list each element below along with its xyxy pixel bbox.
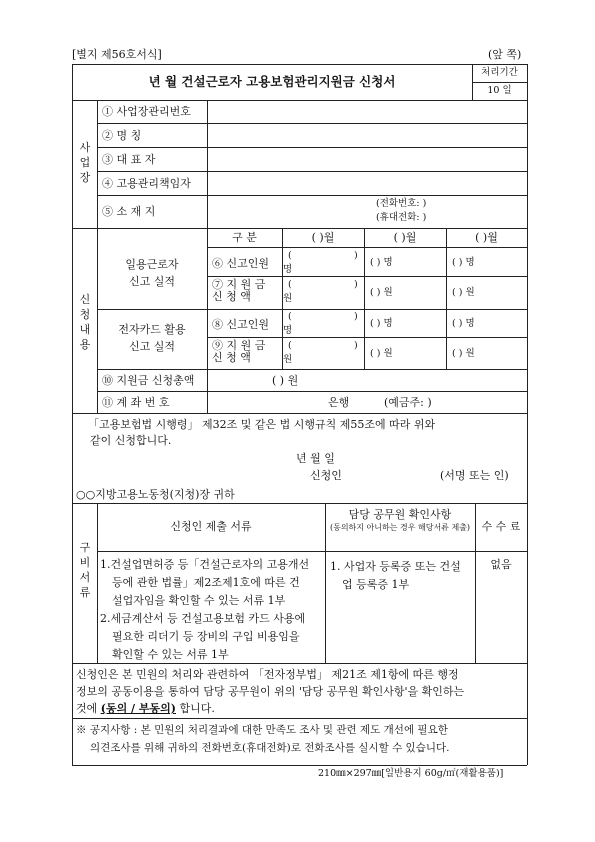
month3-header: ( )월 [475, 231, 498, 244]
cell-unit-person: 명 [283, 325, 293, 336]
cell-paren-close: ) [354, 279, 358, 290]
fee-header: 수 수 료 [481, 520, 521, 533]
field-address-label: ⑤ 소 재 지 [102, 205, 156, 218]
bank-label: 은행 [328, 396, 350, 409]
total-amount-label: ⑩ 지원금 신청총액 [102, 374, 195, 387]
cell-daily-amount-m2: ( ) 원 [370, 287, 393, 298]
cell-paren-close: ) [354, 311, 358, 322]
confirm-item-line-1: 1. 사업자 등록증 또는 건설 [330, 560, 461, 573]
cell-ecard-amount-m3: ( ) 원 [452, 348, 475, 359]
field-representative-label: ③ 대 표 자 [102, 153, 156, 166]
cell-paren-open: ( [288, 279, 292, 290]
daily-support-amount-label: ⑦ 지 원 금 신 청 액 [212, 278, 266, 303]
consent-line-3-suffix: 합니다. [175, 702, 215, 715]
official-confirm-subheader: (동의하지 아니하는 경우 해당서류 제출) [329, 523, 471, 532]
consent-choice[interactable]: (동의 / 부동의) [100, 702, 176, 715]
total-amount-value: ( ) 원 [272, 374, 299, 387]
cell-paren-open: ( [288, 311, 292, 322]
ecard-support-amount-label: ⑨ 지 원 금 신 청 액 [212, 339, 266, 364]
cell-daily-amount-m3: ( ) 원 [452, 287, 475, 298]
address-phone-placeholder: (전화번호: ) [376, 198, 427, 209]
account-number-label: ⑪ 계 좌 번 호 [102, 396, 170, 409]
document-item-1-line-3: 설업자임을 확인할 수 있는 서류 1부 [112, 594, 286, 607]
confirm-item-line-2: 업 등록증 1부 [342, 578, 410, 591]
declaration-text-2: 같이 신청합니다. [90, 434, 172, 447]
document-item-1-line-1: 1.건설업면허증 등「건설근로자의 고용개선 [100, 558, 310, 571]
consent-line-3-prefix: 것에 [76, 702, 101, 715]
field-employment-manager-label: ④ 고용관리책임자 [102, 177, 191, 190]
cell-unit-won: 원 [283, 354, 293, 365]
address-mobile-placeholder: (휴대전화: ) [376, 212, 427, 223]
applicant-label: 신청인 [310, 469, 342, 482]
month1-header: ( )월 [311, 231, 335, 244]
consent-line-2: 정보의 공동이용을 통하여 담당 공무원이 위의 '담당 공무원 확인사항'을 확인하는 [76, 685, 465, 698]
cell-ecard-count-m3: ( ) 명 [452, 318, 475, 329]
business-section-label: 사업장 [79, 141, 91, 184]
notice-line-1: ※ 공지사항 : 본 민원의 처리결과에 대한 만족도 조사 및 관련 제도 개선에 필요한 [76, 724, 448, 736]
document-item-2-line-1: 2.세금계산서 등 건설고용보험 카드 사용에 [100, 612, 306, 625]
document-item-2-line-3: 확인할 수 있는 서류 1부 [112, 648, 229, 661]
cell-paren-open: ( [288, 250, 292, 261]
form-title: 년 월 건설근로자 고용보험관리지원금 신청서 [148, 74, 396, 89]
ecard-report-count-label: ⑧ 신고인원 [212, 318, 270, 331]
declaration-text-1: 「고용보험법 시행령」 제32조 및 같은 법 시행규칙 제55조에 따라 위와 [88, 418, 436, 431]
cell-paren-close: ) [354, 340, 358, 351]
official-confirm-header: 담당 공무원 확인사항 [348, 508, 452, 521]
paper-size-label: 210㎜×297㎜[일반용지 60g/㎡(재활용품)] [318, 768, 504, 779]
processing-period-label: 처리기간 [481, 67, 518, 78]
month2-header: ( )월 [393, 231, 417, 244]
ecard-group-label: 전자카드 활용 신고 실적 [118, 323, 186, 353]
form-number-label: [별지 제56호서식] [72, 48, 162, 61]
field-name-label: ② 명 칭 [102, 129, 142, 142]
fee-value: 없음 [490, 558, 512, 571]
cell-paren-close: ) [354, 250, 358, 261]
document-item-2-line-2: 필요한 리더기 등 장비의 구입 비용임을 [112, 630, 300, 643]
documents-section-label: 구비서류 [79, 541, 91, 599]
declaration-date: 년 월 일 [296, 452, 335, 465]
recipient-label: ○○지방고용노동청(지청)장 귀하 [76, 488, 235, 501]
document-item-1-line-2: 등에 관한 법률」제2조제1호에 따른 건 [112, 576, 300, 589]
account-holder-label: (예금주: ) [384, 396, 432, 409]
gubun-header: 구 분 [232, 231, 257, 244]
notice-line-2: 의견조사를 위해 귀하의 전화번호(휴대전화)로 전화조사를 실시할 수 있습니다. [90, 742, 450, 754]
daily-report-count-label: ⑥ 신고인원 [212, 257, 270, 270]
cell-daily-count-m3: ( ) 명 [452, 257, 475, 268]
processing-period-value: 10 일 [487, 85, 512, 96]
daily-worker-group-label: 일용근로자 신고 실적 [125, 258, 179, 288]
page-side-label: (앞 쪽) [488, 48, 522, 61]
cell-paren-open: ( [288, 340, 292, 351]
consent-line-1: 신청인은 본 민원의 처리와 관련하여 「전자정부법」 제21조 제1항에 따른 행정 [76, 668, 459, 681]
applicant-documents-header: 신청인 제출 서류 [170, 520, 252, 533]
cell-ecard-count-m2: ( ) 명 [370, 318, 393, 329]
consent-line-3 [76, 702, 215, 715]
signature-label: (서명 또는 인) [440, 469, 509, 482]
cell-unit-person: 명 [283, 264, 293, 275]
cell-unit-won: 원 [283, 293, 293, 304]
cell-ecard-amount-m2: ( ) 원 [370, 348, 393, 359]
field-business-number-label: ① 사업장관리번호 [102, 105, 191, 118]
application-section-label: 신청내용 [79, 293, 91, 351]
cell-daily-count-m2: ( ) 명 [370, 257, 393, 268]
